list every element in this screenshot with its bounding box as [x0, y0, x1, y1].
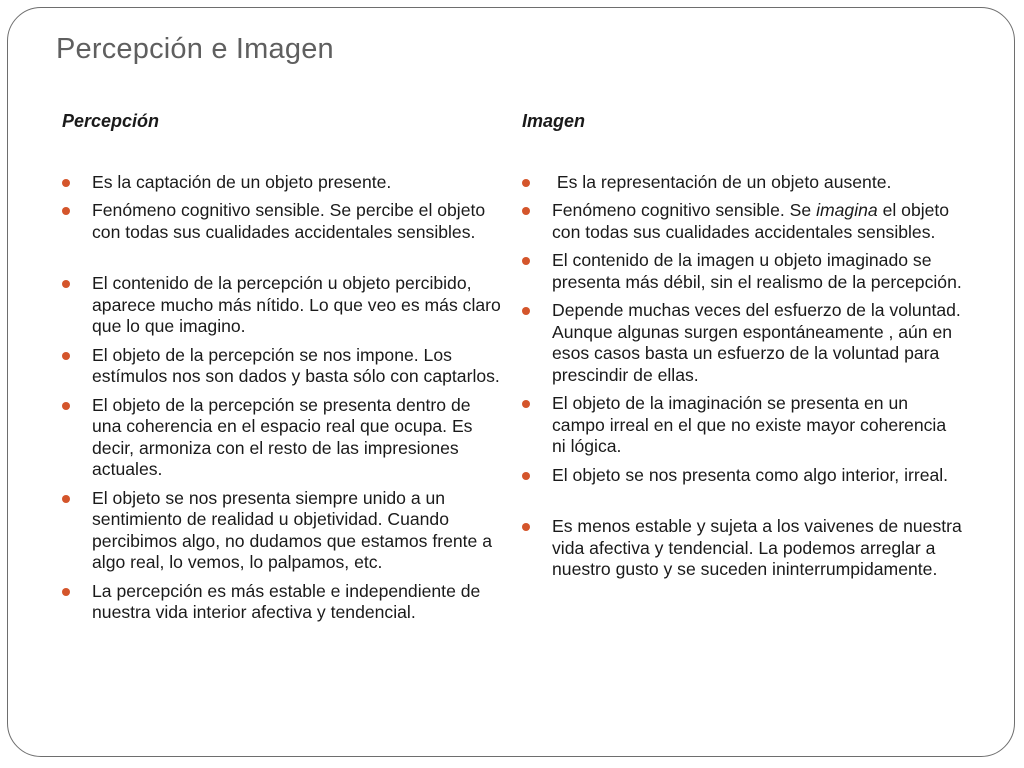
list-item-text: El objeto de la percepción se presenta dentro de una coherencia en el espacio real que ocupa. Es decir, armoniza con el resto de las impresiones actuales. [92, 394, 473, 479]
perception-heading: Percepción [62, 111, 160, 131]
list-item [522, 465, 962, 487]
text-segment: el objeto con todas sus cualidades accidentales sensibles. [552, 200, 954, 242]
list-item-text: La percepción es más estable e independiente de nuestra vida interior afectiva y tendencial. [92, 580, 481, 622]
list-item-text: Es la representación de un objeto ausente. [552, 171, 892, 192]
list-item [522, 300, 962, 386]
bullet-icon [522, 307, 530, 315]
emphasis-text: imagina [816, 200, 878, 220]
list-item-text [552, 200, 954, 242]
bullet-icon [522, 207, 530, 215]
list-item [62, 395, 502, 481]
list-item-text: Fenómeno cognitivo sensible. Se percibe el objeto con todas sus cualidades accidentales sensibles. [92, 200, 486, 242]
list-item [522, 393, 962, 458]
list-item-text: Es la captación de un objeto presente. [92, 171, 392, 192]
slide-title: Percepción e Imagen [56, 33, 334, 65]
list-item-text: El contenido de la imagen u objeto imaginado se presenta más débil, sin el realismo de la percepción. [552, 250, 962, 292]
list-item [522, 172, 962, 194]
list-item-text: El objeto se nos presenta como algo interior, irreal. [552, 464, 949, 485]
list-item-text: El objeto de la imaginación se presenta en un campo irreal en el que no existe mayor coherencia ni lógica. [552, 393, 947, 456]
list-item [522, 250, 962, 293]
list-item [62, 200, 502, 243]
list-item-text: El contenido de la percepción u objeto percibido, aparece mucho más nítido. Lo que veo es más claro que lo que imagino. [92, 273, 501, 336]
list-item [522, 200, 962, 243]
bullet-icon [62, 588, 70, 596]
image-column [522, 111, 962, 588]
bullet-icon [62, 495, 70, 503]
bullet-icon [62, 179, 70, 187]
bullet-icon [522, 523, 530, 531]
list-item-text: El objeto de la percepción se nos impone. Los estímulos nos son dados y basta sólo con captarlos. [92, 344, 500, 386]
bullet-icon [62, 352, 70, 360]
bullet-icon [62, 280, 70, 288]
bullet-icon [62, 402, 70, 410]
list-item-text: Depende muchas veces del esfuerzo de la voluntad. Aunque algunas surgen espontáneamente , aún en esos casos basta un esfuerzo de la voluntad para prescindir de ellas. [552, 300, 961, 385]
bullet-icon [522, 400, 530, 408]
list-item [522, 516, 962, 581]
list-item-text: Es menos estable y sujeta a los vaivenes de nuestra vida afectiva y tendencial. La podemos arreglar a nuestro gusto y se suceden ininterrumpidamente. [552, 516, 962, 579]
perception-list [62, 172, 502, 624]
image-heading: Imagen [522, 111, 586, 131]
bullet-icon [522, 257, 530, 265]
list-item [62, 273, 502, 338]
image-list [522, 172, 962, 581]
bullet-icon [522, 179, 530, 187]
list-item [62, 345, 502, 388]
list-item [62, 172, 502, 194]
perception-column [62, 111, 502, 631]
list-item [62, 581, 502, 624]
bullet-icon [62, 207, 70, 215]
bullet-icon [522, 472, 530, 480]
list-item-text: El objeto se nos presenta siempre unido a un sentimiento de realidad u objetividad. Cuando percibimos algo, no dudamos que estamos frente a algo real, lo vemos, lo palpamos, etc. [92, 487, 493, 572]
list-item [62, 488, 502, 574]
text-segment: Fenómeno cognitivo sensible. Se [552, 200, 817, 220]
